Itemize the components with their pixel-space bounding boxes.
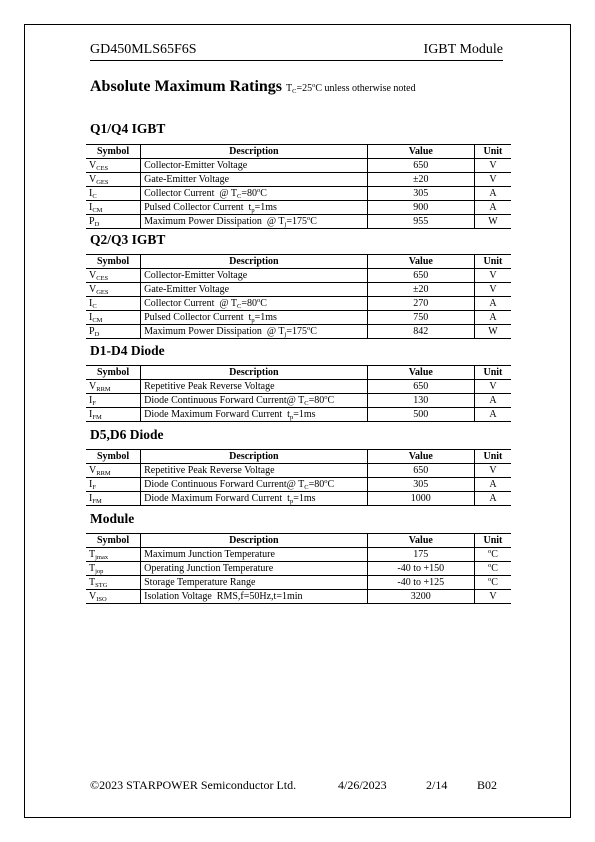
cell-description: Repetitive Peak Reverse Voltage <box>141 380 368 394</box>
cell-unit: V <box>474 283 511 297</box>
title-main: Absolute Maximum Ratings <box>90 78 283 95</box>
cell-symbol: $P_D$ <box>86 325 141 339</box>
header-symbol: Symbol <box>86 366 141 380</box>
product-type: IGBT Module <box>423 42 503 57</box>
table-row <box>86 311 511 325</box>
cell-symbol: $V_{CES}$ <box>86 159 141 173</box>
cell-description: Collector-Emitter Voltage <box>141 269 368 283</box>
header-description: Description <box>141 145 368 159</box>
cell-value: 842 <box>367 325 474 339</box>
cell-symbol: $T_{jop}$ <box>86 562 141 576</box>
cell-description: Operating Junction Temperature <box>141 562 368 576</box>
header-symbol: Symbol <box>86 450 141 464</box>
cell-unit: V <box>474 173 511 187</box>
cell-description: Collector Current @ $T_C=80^oC$ <box>141 187 368 201</box>
cell-unit: V <box>474 269 511 283</box>
table-row <box>86 562 511 576</box>
header-unit: Unit <box>474 145 511 159</box>
cell-value: 1000 <box>367 492 474 506</box>
page-header <box>90 42 503 61</box>
footer-copyright: ©2023 STARPOWER Semiconductor Ltd. <box>90 778 297 792</box>
header-description: Description <box>141 255 368 269</box>
footer-date: 4/26/2023 <box>338 778 387 792</box>
table-row <box>86 173 511 187</box>
section-title-d1d4-diode: D1-D4 Diode <box>90 343 165 358</box>
table-header-row <box>86 145 511 159</box>
header-symbol: Symbol <box>86 534 141 548</box>
cell-description: Maximum Power Dissipation @ $T_j=175^oC$ <box>141 325 368 339</box>
table-header-row <box>86 534 511 548</box>
table-row <box>86 297 511 311</box>
table-row <box>86 187 511 201</box>
table-row <box>86 464 511 478</box>
header-value: Value <box>367 255 474 269</box>
cell-value: 270 <box>367 297 474 311</box>
table-row <box>86 380 511 394</box>
cell-unit: V <box>474 380 511 394</box>
header-description: Description <box>141 534 368 548</box>
cell-symbol: $T_{STG}$ <box>86 576 141 590</box>
ratings-table-q2q3-igbt <box>86 254 511 339</box>
header-symbol: Symbol <box>86 145 141 159</box>
footer-revision: B02 <box>477 778 498 792</box>
cell-description: Maximum Junction Temperature <box>141 548 368 562</box>
cell-symbol: $V_{RRM}$ <box>86 380 141 394</box>
cell-symbol: $V_{CES}$ <box>86 269 141 283</box>
cell-value: 750 <box>367 311 474 325</box>
cell-value: 305 <box>367 187 474 201</box>
section-title-module: Module <box>90 511 135 526</box>
table-row <box>86 576 511 590</box>
cell-value: 650 <box>367 269 474 283</box>
table-row <box>86 408 511 422</box>
cell-symbol: $I_F$ <box>86 478 141 492</box>
table-row <box>86 548 511 562</box>
cell-unit: V <box>474 464 511 478</box>
table-row <box>86 478 511 492</box>
cell-value: 130 <box>367 394 474 408</box>
cell-unit: A <box>474 311 511 325</box>
title-condition: $T_C=25^oC$ unless otherwise noted <box>286 82 416 95</box>
cell-description: Repetitive Peak Reverse Voltage <box>141 464 368 478</box>
cell-description: Collector-Emitter Voltage <box>141 159 368 173</box>
cell-value: 955 <box>367 215 474 229</box>
cell-description: Gate-Emitter Voltage <box>141 173 368 187</box>
ratings-table-d1d4-diode <box>86 365 511 422</box>
cell-value: 3200 <box>367 590 474 604</box>
cell-unit: A <box>474 297 511 311</box>
cell-symbol: $I_{FM}$ <box>86 408 141 422</box>
cell-symbol: $T_{jmax}$ <box>86 548 141 562</box>
footer-page-number: 2/14 <box>426 778 448 792</box>
cell-value: -40 to +125 <box>367 576 474 590</box>
cell-symbol: $I_{CM}$ <box>86 201 141 215</box>
header-unit: Unit <box>474 534 511 548</box>
cell-symbol: $V_{GES}$ <box>86 173 141 187</box>
header-symbol: Symbol <box>86 255 141 269</box>
cell-description: Pulsed Collector Current $t_p=1ms$ <box>141 201 368 215</box>
table-row <box>86 394 511 408</box>
cell-description: Diode Maximum Forward Current $t_p=1ms$ <box>141 492 368 506</box>
table-header-row <box>86 366 511 380</box>
table-row <box>86 201 511 215</box>
header-value: Value <box>367 450 474 464</box>
cell-unit: A <box>474 408 511 422</box>
cell-value: ±20 <box>367 173 474 187</box>
ratings-table-d5d6-diode <box>86 449 511 506</box>
cell-symbol: $I_F$ <box>86 394 141 408</box>
cell-unit: A <box>474 478 511 492</box>
section-title-d5d6-diode: D5,D6 Diode <box>90 427 164 442</box>
cell-symbol: $I_{FM}$ <box>86 492 141 506</box>
cell-value: 650 <box>367 380 474 394</box>
section-title-q1q4-igbt: Q1/Q4 IGBT <box>90 121 166 136</box>
cell-symbol: $V_{RRM}$ <box>86 464 141 478</box>
cell-description: Pulsed Collector Current $t_p=1ms$ <box>141 311 368 325</box>
cell-unit: A <box>474 201 511 215</box>
header-value: Value <box>367 366 474 380</box>
cell-unit: A <box>474 187 511 201</box>
table-row <box>86 492 511 506</box>
cell-description: Collector Current @ $T_C=80^oC$ <box>141 297 368 311</box>
table-row <box>86 325 511 339</box>
ratings-table-q1q4-igbt <box>86 144 511 229</box>
cell-symbol: $I_C$ <box>86 187 141 201</box>
header-unit: Unit <box>474 366 511 380</box>
cell-unit: $^o$C <box>474 548 511 562</box>
cell-value: ±20 <box>367 283 474 297</box>
cell-value: 175 <box>367 548 474 562</box>
cell-symbol: $V_{GES}$ <box>86 283 141 297</box>
cell-unit: V <box>474 159 511 173</box>
table-header-row <box>86 255 511 269</box>
cell-value: 650 <box>367 464 474 478</box>
cell-description: Diode Continuous Forward Current@ $T_C=80^oC$ <box>141 478 368 492</box>
cell-symbol: $V_{ISO}$ <box>86 590 141 604</box>
cell-unit: V <box>474 590 511 604</box>
cell-description: Maximum Power Dissipation @ $T_j=175^oC$ <box>141 215 368 229</box>
cell-unit: A <box>474 492 511 506</box>
cell-unit: $^o$C <box>474 576 511 590</box>
page-title <box>90 78 416 96</box>
header-unit: Unit <box>474 255 511 269</box>
cell-value: 305 <box>367 478 474 492</box>
table-row <box>86 159 511 173</box>
cell-unit: A <box>474 394 511 408</box>
cell-description: Gate-Emitter Voltage <box>141 283 368 297</box>
cell-value: -40 to +150 <box>367 562 474 576</box>
table-row <box>86 283 511 297</box>
ratings-table-module <box>86 533 511 604</box>
cell-description: Diode Continuous Forward Current@ $T_C=80^oC$ <box>141 394 368 408</box>
cell-symbol: $I_{CM}$ <box>86 311 141 325</box>
header-value: Value <box>367 534 474 548</box>
header-unit: Unit <box>474 450 511 464</box>
table-row <box>86 590 511 604</box>
header-value: Value <box>367 145 474 159</box>
cell-description: Storage Temperature Range <box>141 576 368 590</box>
cell-value: 650 <box>367 159 474 173</box>
cell-unit: W <box>474 215 511 229</box>
cell-symbol: $I_C$ <box>86 297 141 311</box>
header-description: Description <box>141 450 368 464</box>
section-title-q2q3-igbt: Q2/Q3 IGBT <box>90 232 166 247</box>
header-description: Description <box>141 366 368 380</box>
table-row <box>86 215 511 229</box>
table-row <box>86 269 511 283</box>
cell-unit: $^o$C <box>474 562 511 576</box>
cell-description: Diode Maximum Forward Current $t_p=1ms$ <box>141 408 368 422</box>
cell-value: 900 <box>367 201 474 215</box>
cell-description: Isolation Voltage RMS,f=50Hz,t=1min <box>141 590 368 604</box>
cell-unit: W <box>474 325 511 339</box>
part-number: GD450MLS65F6S <box>90 42 197 57</box>
cell-symbol: $P_D$ <box>86 215 141 229</box>
cell-value: 500 <box>367 408 474 422</box>
table-header-row <box>86 450 511 464</box>
